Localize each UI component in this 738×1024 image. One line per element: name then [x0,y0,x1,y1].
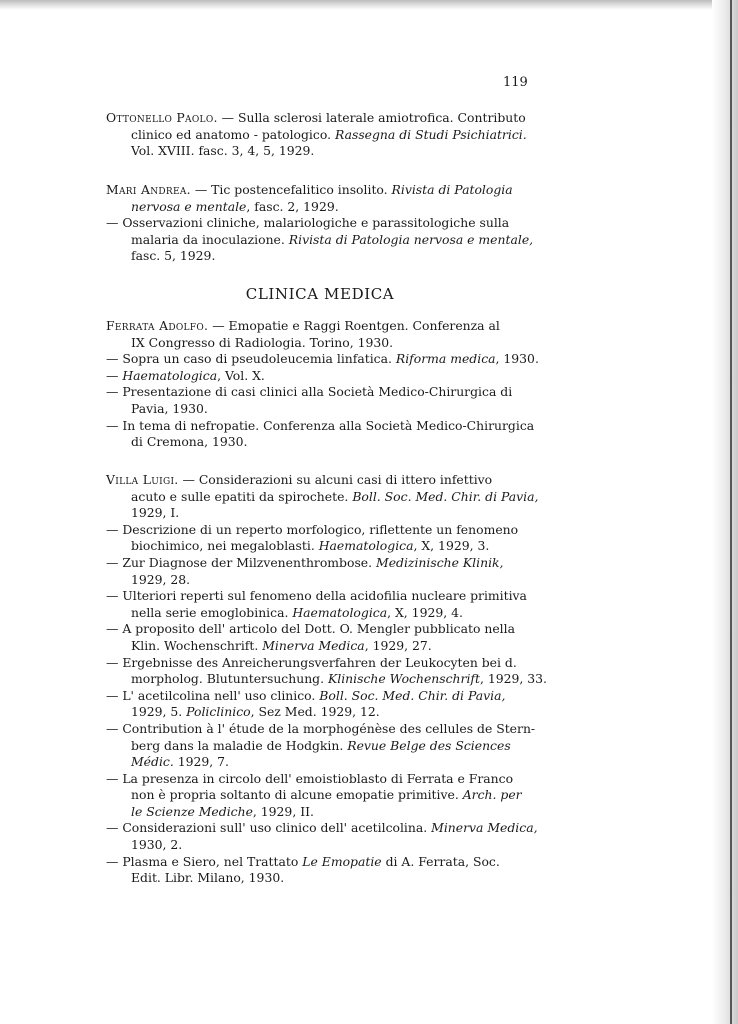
journal-title: Arch. per [462,787,522,803]
journal-title: Rivista di Patologia nervosa e mentale, [288,231,534,247]
entry-line: — A proposito dell' articolo del Dott. O. Mengler pubblicato nella [106,621,515,637]
entry-line: Ferrata Adolfo. — Emopatie e Raggi Roentgen. Conferenza al [106,318,500,333]
journal-title: Riforma medica [395,351,496,367]
author-name: Villa Luigi. [106,472,179,487]
entry-line: acuto e sulle epatiti da spirochete. Boll. Soc. Med. Chir. di Pavia, [131,488,539,504]
entry-line: — In tema di nefropatie. Conferenza alla Società Medico-Chirurgica [106,417,535,433]
entry-line: nervosa e mentale, fasc. 2, 1929. [131,198,339,214]
entry-line: 1929, 5. Policlinico, Sez Med. 1929, 12. [131,704,380,720]
entry-line: — Sopra un caso di pseudoleucemia linfatica. Riforma medica, 1930. [106,351,539,367]
journal-title: Le Emopatie [302,853,382,869]
entry-line: — Zur Diagnose der Milzvenenthrombose. Medizinische Klinik, [106,554,504,570]
entry-line: — Haematologica, Vol. X. [106,367,265,383]
journal-title: Boll. Soc. Med. Chir. di Pavia, [352,488,539,504]
bibliography-entry-villa [106,472,547,887]
entry-line: morpholog. Blutuntersuchung. Klinische Wochenschrift, 1929, 33. [131,671,547,687]
entry-line: Mari Andrea. — Tic postencefalitico insolito. Rivista di Patologia [106,182,513,197]
entry-line: Edit. Libr. Milano, 1930. [131,870,285,886]
entry-line: — L' acetilcolina nell' uso clinico. Boll. Soc. Med. Chir. di Pavia, [106,687,506,703]
entry-line: nella serie emoglobinica. Haematologica, X, 1929, 4. [131,604,463,620]
entry-line: di Cremona, 1930. [131,434,248,450]
entry-line: — Osservazioni cliniche, malariologiche e parassitologiche sulla [106,215,510,231]
entry-line: Klin. Wochenschrift. Minerva Medica, 1929, 27. [131,637,432,653]
entry-line: clinico ed anatomo - patologico. Rassegna di Studi Psichiatrici. [131,126,527,142]
entry-line: fasc. 5, 1929. [131,248,216,264]
entry-line: Villa Luigi. — Considerazioni su alcuni casi di ittero infettivo [106,472,493,487]
entry-line: Pavia, 1930. [131,400,208,416]
entry-line: 1929, 28. [131,571,191,587]
journal-title: le Scienze Mediche [131,803,253,819]
entry-line: — Descrizione di un reperto morfologico, riflettente un fenomeno [106,521,519,537]
author-name: Ferrata Adolfo. [106,318,209,333]
journal-title: Minerva Medica [262,637,365,653]
entry-line: Ottonello Paolo. — Sulla sclerosi laterale amiotrofica. Contributo [106,110,526,125]
author-name: Mari Andrea. [106,182,191,197]
entry-line: le Scienze Mediche, 1929, II. [131,803,314,819]
journal-title: Medizinische Klinik, [376,554,504,570]
journal-title: Rassegna di Studi Psichiatrici. [334,126,527,142]
entry-line: — Ulteriori reperti sul fenomeno della acidofilia nucleare primitiva [106,588,527,604]
entry-line: malaria da inoculazione. Rivista di Patologia nervosa e mentale, [131,231,534,247]
entry-line: biochimico, nei megaloblasti. Haematologica, X, 1929, 3. [131,538,490,554]
entry-line: berg dans la maladie de Hodgkin. Revue Belge des Sciences [131,737,511,753]
bibliography-entry-ottonello [106,110,538,160]
entry-line: — La presenza in circolo dell' emoistioblasto di Ferrata e Franco [106,770,514,786]
journal-title: Rivista di Patologia [391,182,513,197]
journal-title: Policlinico [186,704,251,720]
journal-title: Haematologica [292,604,388,620]
section-heading: CLINICA MEDICA [245,285,395,303]
journal-title: Haematologica [122,367,218,383]
entry-line: — Considerazioni sull' uso clinico dell' acetilcolina. Minerva Medica, [106,820,538,836]
entry-line: Médic. 1929, 7. [131,754,229,770]
journal-title: Médic. [131,754,174,770]
bibliography-entry-ferrata [106,318,538,451]
entry-line: Vol. XVIII. fasc. 3, 4, 5, 1929. [131,143,315,159]
journal-title: Klinische Wochenschrift [328,671,480,687]
entry-line: — Ergebnisse des Anreicherungsverfahren der Leukocyten bei d. [106,654,517,670]
journal-title: Revue Belge des Sciences [347,737,511,753]
entry-line: 1929, I. [131,505,180,521]
author-name: Ottonello Paolo. [106,110,218,125]
entry-line: non è propria soltanto di alcune emopatie primitive. Arch. per [131,787,522,803]
entry-line: IX Congresso di Radiologia. Torino, 1930. [131,334,394,350]
entry-line: — Plasma e Siero, nel Trattato Le Emopatie di A. Ferrata, Soc. [106,853,500,869]
journal-title: Minerva Medica, [431,820,538,836]
bibliography-entry-mari [106,182,538,265]
entry-line: 1930, 2. [131,837,183,853]
entry-line: — Presentazione di casi clinici alla Società Medico-Chirurgica di [106,384,513,400]
journal-title: nervosa e mentale [131,198,247,214]
entry-line: — Contribution à l' étude de la morphogénèse des cellules de Stern- [106,720,536,736]
journal-title: Boll. Soc. Med. Chir. di Pavia, [319,687,506,703]
journal-title: Haematologica [318,538,414,554]
page-number: 119 [503,75,528,90]
